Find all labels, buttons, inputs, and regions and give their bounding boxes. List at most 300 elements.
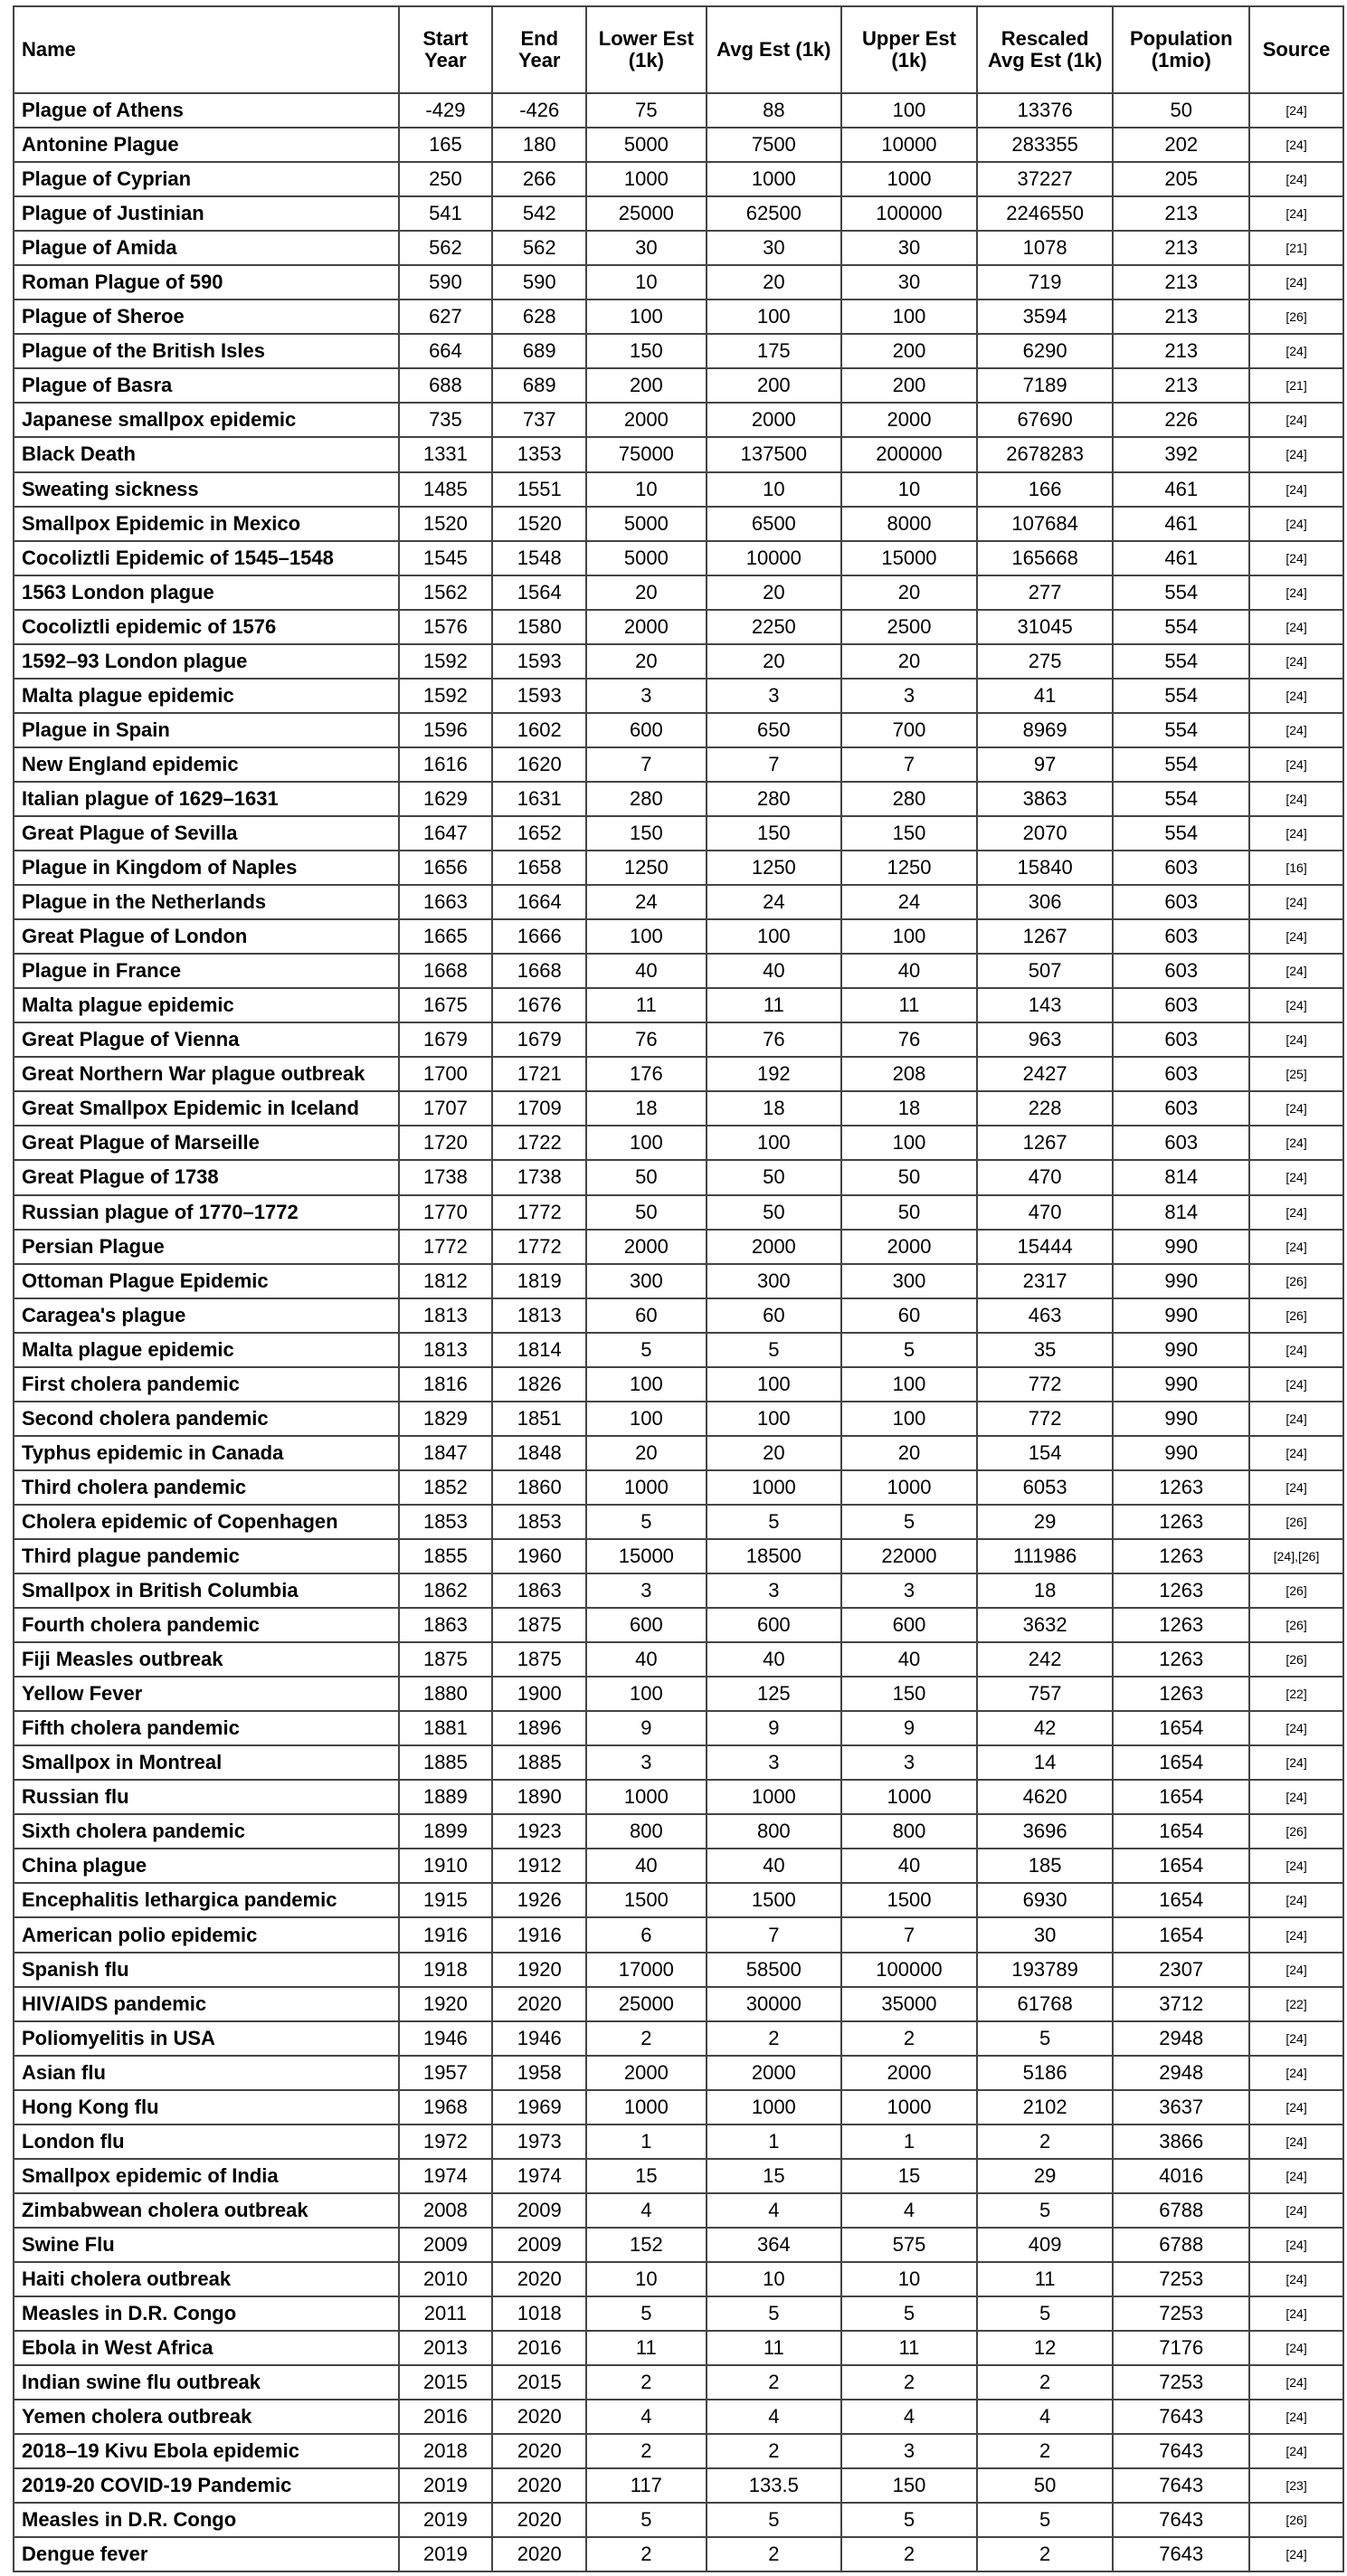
avg-est-cell: 88 — [707, 93, 842, 128]
end-year-cell: 1896 — [492, 1711, 586, 1745]
source-cell: [24] — [1249, 437, 1343, 471]
upper-est-cell: 3 — [841, 679, 977, 713]
table-row — [14, 403, 1343, 437]
source-cell: [26] — [1249, 1264, 1343, 1298]
header-rescaled-avg-est: Rescaled Avg Est (1k) — [977, 6, 1114, 93]
source-cell: [24] — [1249, 2159, 1343, 2193]
name-cell: Encephalitis lethargica pandemic — [14, 1883, 399, 1917]
avg-est-cell: 76 — [707, 1022, 842, 1057]
start-year-cell: 1829 — [399, 1402, 493, 1436]
rescaled-avg-est-cell: 15840 — [977, 851, 1114, 885]
avg-est-cell: 20 — [707, 644, 842, 679]
rescaled-avg-est-cell: 228 — [977, 1091, 1114, 1126]
name-cell: Plague in Spain — [14, 713, 399, 747]
avg-est-cell: 800 — [707, 1814, 842, 1849]
avg-est-cell: 7500 — [707, 128, 842, 162]
lower-est-cell: 2000 — [586, 403, 706, 437]
start-year-cell: 1915 — [399, 1883, 493, 1917]
upper-est-cell: 50 — [841, 1195, 977, 1230]
rescaled-avg-est-cell: 42 — [977, 1711, 1114, 1745]
upper-est-cell: 11 — [841, 2331, 977, 2365]
end-year-cell: 1848 — [492, 1436, 586, 1470]
table-row — [14, 1022, 1343, 1057]
name-cell: Plague of Sheroe — [14, 299, 399, 334]
table-row — [14, 2228, 1343, 2262]
start-year-cell: 1813 — [399, 1298, 493, 1333]
source-cell: [26] — [1249, 1505, 1343, 1539]
start-year-cell: 1812 — [399, 1264, 493, 1298]
upper-est-cell: 100000 — [841, 196, 977, 231]
population-cell: 3866 — [1113, 2124, 1249, 2159]
lower-est-cell: 30 — [586, 231, 706, 265]
start-year-cell: 1592 — [399, 679, 493, 713]
rescaled-avg-est-cell: 185 — [977, 1849, 1114, 1883]
lower-est-cell: 24 — [586, 885, 706, 919]
source-cell: [24] — [1249, 1022, 1343, 1057]
header-start-year: Start Year — [399, 6, 493, 93]
source-cell: [24] — [1249, 2365, 1343, 2400]
end-year-cell: 1860 — [492, 1470, 586, 1505]
avg-est-cell: 40 — [707, 1849, 842, 1883]
population-cell: 990 — [1113, 1436, 1249, 1470]
start-year-cell: 1899 — [399, 1814, 493, 1849]
name-cell: Swine Flu — [14, 2228, 399, 2262]
lower-est-cell: 20 — [586, 644, 706, 679]
rescaled-avg-est-cell: 6930 — [977, 1883, 1114, 1917]
name-cell: China plague — [14, 1849, 399, 1883]
avg-est-cell: 1000 — [707, 1470, 842, 1505]
rescaled-avg-est-cell: 2678283 — [977, 437, 1114, 471]
name-cell: Russian flu — [14, 1780, 399, 1814]
end-year-cell: 2020 — [492, 2400, 586, 2434]
source-cell: [24] — [1249, 1160, 1343, 1194]
rescaled-avg-est-cell: 97 — [977, 747, 1114, 782]
name-cell: Antonine Plague — [14, 128, 399, 162]
lower-est-cell: 100 — [586, 1367, 706, 1402]
table-row — [14, 1333, 1343, 1367]
name-cell: Great Plague of Marseille — [14, 1126, 399, 1160]
population-cell: 603 — [1113, 885, 1249, 919]
population-cell: 1263 — [1113, 1608, 1249, 1642]
rescaled-avg-est-cell: 3863 — [977, 782, 1114, 816]
table-row — [14, 1780, 1343, 1814]
end-year-cell: 1890 — [492, 1780, 586, 1814]
population-cell: 1263 — [1113, 1642, 1249, 1677]
lower-est-cell: 20 — [586, 1436, 706, 1470]
name-cell: Great Plague of 1738 — [14, 1160, 399, 1194]
upper-est-cell: 700 — [841, 713, 977, 747]
population-cell: 1263 — [1113, 1505, 1249, 1539]
upper-est-cell: 2000 — [841, 1230, 977, 1264]
rescaled-avg-est-cell: 37227 — [977, 162, 1114, 196]
source-cell: [24] — [1249, 1849, 1343, 1883]
avg-est-cell: 2 — [707, 2434, 842, 2468]
avg-est-cell: 4 — [707, 2193, 842, 2228]
source-cell: [24] — [1249, 1126, 1343, 1160]
lower-est-cell: 600 — [586, 713, 706, 747]
end-year-cell: 1564 — [492, 575, 586, 610]
name-cell: 1563 London plague — [14, 575, 399, 610]
upper-est-cell: 800 — [841, 1814, 977, 1849]
source-cell: [24] — [1249, 2400, 1343, 2434]
upper-est-cell: 24 — [841, 885, 977, 919]
population-cell: 554 — [1113, 747, 1249, 782]
upper-est-cell: 2000 — [841, 2056, 977, 2090]
end-year-cell: 1814 — [492, 1333, 586, 1367]
rescaled-avg-est-cell: 507 — [977, 954, 1114, 988]
lower-est-cell: 25000 — [586, 196, 706, 231]
table-row — [14, 575, 1343, 610]
table-row — [14, 2503, 1343, 2537]
upper-est-cell: 8000 — [841, 507, 977, 541]
lower-est-cell: 1000 — [586, 1470, 706, 1505]
rescaled-avg-est-cell: 409 — [977, 2228, 1114, 2262]
population-cell: 603 — [1113, 1126, 1249, 1160]
lower-est-cell: 10 — [586, 2262, 706, 2296]
name-cell: Yellow Fever — [14, 1677, 399, 1711]
name-cell: 2019-20 COVID-19 Pandemic — [14, 2468, 399, 2503]
name-cell: Plague of the British Isles — [14, 334, 399, 368]
upper-est-cell: 1000 — [841, 1470, 977, 1505]
table-row — [14, 1677, 1343, 1711]
upper-est-cell: 150 — [841, 1677, 977, 1711]
avg-est-cell: 5 — [707, 2503, 842, 2537]
rescaled-avg-est-cell: 2 — [977, 2434, 1114, 2468]
population-cell: 461 — [1113, 507, 1249, 541]
avg-est-cell: 50 — [707, 1195, 842, 1230]
upper-est-cell: 50 — [841, 1160, 977, 1194]
upper-est-cell: 600 — [841, 1608, 977, 1642]
upper-est-cell: 1250 — [841, 851, 977, 885]
population-cell: 603 — [1113, 919, 1249, 954]
source-cell: [24] — [1249, 747, 1343, 782]
rescaled-avg-est-cell: 154 — [977, 1436, 1114, 1470]
upper-est-cell: 575 — [841, 2228, 977, 2262]
upper-est-cell: 3 — [841, 2434, 977, 2468]
upper-est-cell: 11 — [841, 988, 977, 1022]
upper-est-cell: 30 — [841, 265, 977, 299]
lower-est-cell: 4 — [586, 2400, 706, 2434]
population-cell: 603 — [1113, 988, 1249, 1022]
header-avg-est: Avg Est (1k) — [707, 6, 842, 93]
start-year-cell: 1918 — [399, 1953, 493, 1987]
table-row — [14, 919, 1343, 954]
population-cell: 213 — [1113, 334, 1249, 368]
population-cell: 202 — [1113, 128, 1249, 162]
avg-est-cell: 10 — [707, 2262, 842, 2296]
start-year-cell: 1331 — [399, 437, 493, 471]
source-cell: [26] — [1249, 299, 1343, 334]
rescaled-avg-est-cell: 29 — [977, 2159, 1114, 2193]
table-row — [14, 231, 1343, 265]
end-year-cell: 1668 — [492, 954, 586, 988]
end-year-cell: 1916 — [492, 1917, 586, 1952]
source-cell: [26] — [1249, 1642, 1343, 1677]
avg-est-cell: 7 — [707, 1917, 842, 1952]
start-year-cell: 2019 — [399, 2468, 493, 2503]
rescaled-avg-est-cell: 2 — [977, 2124, 1114, 2159]
source-cell: [26] — [1249, 2503, 1343, 2537]
upper-est-cell: 35000 — [841, 1987, 977, 2021]
source-cell: [24] — [1249, 679, 1343, 713]
name-cell: Smallpox Epidemic in Mexico — [14, 507, 399, 541]
start-year-cell: 1855 — [399, 1539, 493, 1573]
source-cell: [26] — [1249, 1814, 1343, 1849]
avg-est-cell: 50 — [707, 1160, 842, 1194]
population-cell: 213 — [1113, 299, 1249, 334]
source-cell: [24] — [1249, 93, 1343, 128]
start-year-cell: 1576 — [399, 610, 493, 644]
header-upper-est: Upper Est (1k) — [841, 6, 977, 93]
rescaled-avg-est-cell: 35 — [977, 1333, 1114, 1367]
source-cell: [24] — [1249, 2124, 1343, 2159]
table-row — [14, 644, 1343, 679]
population-cell: 7643 — [1113, 2503, 1249, 2537]
end-year-cell: 180 — [492, 128, 586, 162]
upper-est-cell: 1 — [841, 2124, 977, 2159]
source-cell: [26] — [1249, 1298, 1343, 1333]
avg-est-cell: 10 — [707, 472, 842, 507]
upper-est-cell: 150 — [841, 2468, 977, 2503]
source-cell: [26] — [1249, 1573, 1343, 1608]
end-year-cell: 1826 — [492, 1367, 586, 1402]
name-cell: Yemen cholera outbreak — [14, 2400, 399, 2434]
end-year-cell: 2009 — [492, 2193, 586, 2228]
name-cell: Second cholera pandemic — [14, 1402, 399, 1436]
lower-est-cell: 100 — [586, 1126, 706, 1160]
population-cell: 554 — [1113, 782, 1249, 816]
source-cell: [24] — [1249, 1883, 1343, 1917]
upper-est-cell: 200 — [841, 334, 977, 368]
rescaled-avg-est-cell: 1267 — [977, 919, 1114, 954]
population-cell: 603 — [1113, 954, 1249, 988]
name-cell: Fiji Measles outbreak — [14, 1642, 399, 1677]
population-cell: 1654 — [1113, 1780, 1249, 1814]
lower-est-cell: 300 — [586, 1264, 706, 1298]
source-cell: [24] — [1249, 1333, 1343, 1367]
population-cell: 990 — [1113, 1333, 1249, 1367]
avg-est-cell: 100 — [707, 1126, 842, 1160]
population-cell: 1654 — [1113, 1917, 1249, 1952]
rescaled-avg-est-cell: 470 — [977, 1160, 1114, 1194]
rescaled-avg-est-cell: 6053 — [977, 1470, 1114, 1505]
rescaled-avg-est-cell: 2317 — [977, 1264, 1114, 1298]
end-year-cell: 1652 — [492, 816, 586, 851]
rescaled-avg-est-cell: 2102 — [977, 2090, 1114, 2124]
table-row — [14, 472, 1343, 507]
rescaled-avg-est-cell: 15444 — [977, 1230, 1114, 1264]
name-cell: London flu — [14, 2124, 399, 2159]
end-year-cell: 1923 — [492, 1814, 586, 1849]
table-row — [14, 988, 1343, 1022]
source-cell: [24] — [1249, 2537, 1343, 2571]
table-row — [14, 954, 1343, 988]
source-cell: [24] — [1249, 2331, 1343, 2365]
name-cell: New England epidemic — [14, 747, 399, 782]
rescaled-avg-est-cell: 11 — [977, 2262, 1114, 2296]
end-year-cell: 1772 — [492, 1230, 586, 1264]
lower-est-cell: 5 — [586, 1505, 706, 1539]
population-cell: 7643 — [1113, 2537, 1249, 2571]
name-cell: HIV/AIDS pandemic — [14, 1987, 399, 2021]
avg-est-cell: 11 — [707, 988, 842, 1022]
avg-est-cell: 2000 — [707, 2056, 842, 2090]
source-cell: [24] — [1249, 2434, 1343, 2468]
end-year-cell: 1580 — [492, 610, 586, 644]
table-row — [14, 128, 1343, 162]
start-year-cell: 2013 — [399, 2331, 493, 2365]
upper-est-cell: 208 — [841, 1057, 977, 1091]
table-row — [14, 1539, 1343, 1573]
end-year-cell: 2009 — [492, 2228, 586, 2262]
source-cell: [22] — [1249, 1987, 1343, 2021]
upper-est-cell: 20 — [841, 575, 977, 610]
lower-est-cell: 7 — [586, 747, 706, 782]
start-year-cell: 1592 — [399, 644, 493, 679]
name-cell: Great Plague of London — [14, 919, 399, 954]
rescaled-avg-est-cell: 2070 — [977, 816, 1114, 851]
rescaled-avg-est-cell: 7189 — [977, 368, 1114, 403]
name-cell: Hong Kong flu — [14, 2090, 399, 2124]
source-cell: [24] — [1249, 265, 1343, 299]
table-row — [14, 1126, 1343, 1160]
name-cell: Great Plague of Vienna — [14, 1022, 399, 1057]
upper-est-cell: 60 — [841, 1298, 977, 1333]
population-cell: 603 — [1113, 1057, 1249, 1091]
lower-est-cell: 40 — [586, 1849, 706, 1883]
avg-est-cell: 2 — [707, 2537, 842, 2571]
table-row — [14, 1230, 1343, 1264]
lower-est-cell: 60 — [586, 1298, 706, 1333]
end-year-cell: 1853 — [492, 1505, 586, 1539]
end-year-cell: 1353 — [492, 437, 586, 471]
source-cell: [16] — [1249, 851, 1343, 885]
start-year-cell: 1707 — [399, 1091, 493, 1126]
table-row — [14, 2090, 1343, 2124]
start-year-cell: 1485 — [399, 472, 493, 507]
rescaled-avg-est-cell: 41 — [977, 679, 1114, 713]
end-year-cell: 2020 — [492, 2262, 586, 2296]
avg-est-cell: 125 — [707, 1677, 842, 1711]
start-year-cell: 2010 — [399, 2262, 493, 2296]
end-year-cell: 2020 — [492, 2503, 586, 2537]
population-cell: 2307 — [1113, 1953, 1249, 1987]
start-year-cell: 1647 — [399, 816, 493, 851]
rescaled-avg-est-cell: 13376 — [977, 93, 1114, 128]
population-cell: 1263 — [1113, 1677, 1249, 1711]
rescaled-avg-est-cell: 2427 — [977, 1057, 1114, 1091]
table-row — [14, 93, 1343, 128]
table-row — [14, 1505, 1343, 1539]
lower-est-cell: 40 — [586, 1642, 706, 1677]
upper-est-cell: 76 — [841, 1022, 977, 1057]
table-row — [14, 2193, 1343, 2228]
rescaled-avg-est-cell: 1078 — [977, 231, 1114, 265]
upper-est-cell: 18 — [841, 1091, 977, 1126]
source-cell: [24] — [1249, 2228, 1343, 2262]
upper-est-cell: 2 — [841, 2365, 977, 2400]
upper-est-cell: 100 — [841, 1402, 977, 1436]
start-year-cell: 1720 — [399, 1126, 493, 1160]
population-cell: 392 — [1113, 437, 1249, 471]
start-year-cell: 165 — [399, 128, 493, 162]
name-cell: Measles in D.R. Congo — [14, 2296, 399, 2331]
lower-est-cell: 4 — [586, 2193, 706, 2228]
avg-est-cell: 15 — [707, 2159, 842, 2193]
end-year-cell: 1772 — [492, 1195, 586, 1230]
source-cell: [24] — [1249, 1230, 1343, 1264]
source-cell: [24] — [1249, 334, 1343, 368]
lower-est-cell: 100 — [586, 1402, 706, 1436]
avg-est-cell: 10000 — [707, 541, 842, 575]
name-cell: Malta plague epidemic — [14, 988, 399, 1022]
epidemics-table-container — [13, 5, 1344, 2572]
source-cell: [24] — [1249, 1917, 1343, 1952]
lower-est-cell: 117 — [586, 2468, 706, 2503]
upper-est-cell: 15000 — [841, 541, 977, 575]
avg-est-cell: 30 — [707, 231, 842, 265]
upper-est-cell: 10000 — [841, 128, 977, 162]
rescaled-avg-est-cell: 4620 — [977, 1780, 1114, 1814]
name-cell: Roman Plague of 590 — [14, 265, 399, 299]
source-cell: [24] — [1249, 1780, 1343, 1814]
start-year-cell: 1616 — [399, 747, 493, 782]
end-year-cell: 1722 — [492, 1126, 586, 1160]
population-cell: 603 — [1113, 1091, 1249, 1126]
source-cell: [24] — [1249, 713, 1343, 747]
population-cell: 990 — [1113, 1298, 1249, 1333]
name-cell: Smallpox in Montreal — [14, 1745, 399, 1780]
name-cell: Asian flu — [14, 2056, 399, 2090]
population-cell: 7176 — [1113, 2331, 1249, 2365]
upper-est-cell: 200 — [841, 368, 977, 403]
end-year-cell: 1658 — [492, 851, 586, 885]
upper-est-cell: 10 — [841, 472, 977, 507]
upper-est-cell: 20 — [841, 1436, 977, 1470]
lower-est-cell: 152 — [586, 2228, 706, 2262]
end-year-cell: 1018 — [492, 2296, 586, 2331]
rescaled-avg-est-cell: 2 — [977, 2537, 1114, 2571]
avg-est-cell: 650 — [707, 713, 842, 747]
table-row — [14, 2537, 1343, 2571]
name-cell: Smallpox in British Columbia — [14, 1573, 399, 1608]
start-year-cell: 1920 — [399, 1987, 493, 2021]
start-year-cell: 1875 — [399, 1642, 493, 1677]
table-row — [14, 1987, 1343, 2021]
source-cell: [24] — [1249, 1091, 1343, 1126]
avg-est-cell: 3 — [707, 679, 842, 713]
lower-est-cell: 5000 — [586, 541, 706, 575]
table-row — [14, 2400, 1343, 2434]
avg-est-cell: 20 — [707, 575, 842, 610]
source-cell: [24] — [1249, 2296, 1343, 2331]
end-year-cell: 1819 — [492, 1264, 586, 1298]
end-year-cell: 1679 — [492, 1022, 586, 1057]
start-year-cell: 1738 — [399, 1160, 493, 1194]
source-cell: [24] — [1249, 1745, 1343, 1780]
start-year-cell: 1881 — [399, 1711, 493, 1745]
population-cell: 7643 — [1113, 2468, 1249, 2503]
name-cell: Third plague pandemic — [14, 1539, 399, 1573]
avg-est-cell: 150 — [707, 816, 842, 851]
table-row — [14, 1711, 1343, 1745]
start-year-cell: 2019 — [399, 2503, 493, 2537]
start-year-cell: 1663 — [399, 885, 493, 919]
rescaled-avg-est-cell: 193789 — [977, 1953, 1114, 1987]
upper-est-cell: 7 — [841, 1917, 977, 1952]
start-year-cell: 664 — [399, 334, 493, 368]
table-row — [14, 2262, 1343, 2296]
